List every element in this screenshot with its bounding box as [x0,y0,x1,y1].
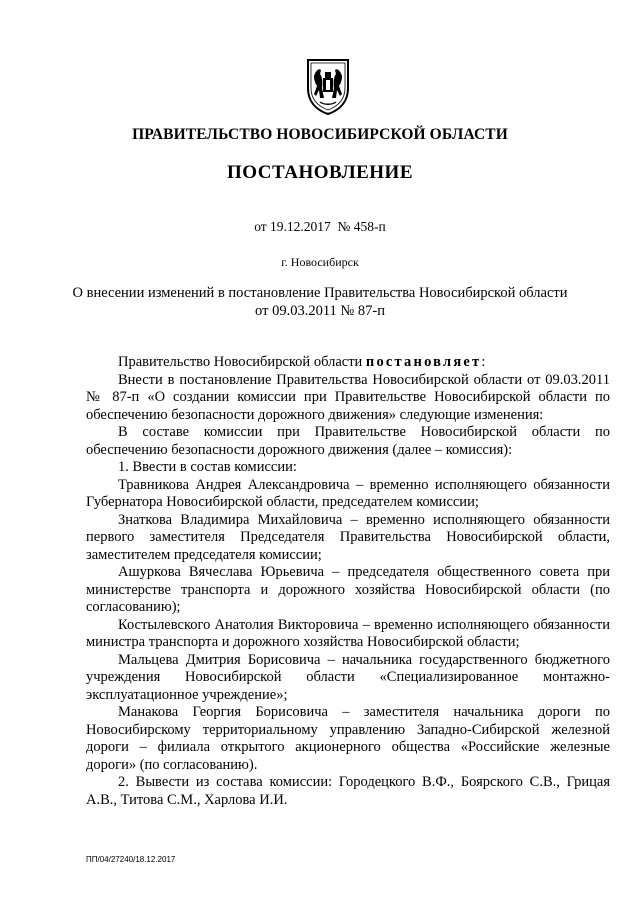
member-maltsev: Мальцева Дмитрия Борисовича – начальника государственного бюджетного учреждения Новосибирской области «Специализированное монтажно-эксплуатационное учреждение»; [86,651,610,703]
document-type-title: ПОСТАНОВЛЕНИЕ [226,162,414,183]
subject-line-1: О внесении изменений в постановление Правительства Новосибирской области [72,285,568,301]
intro-suffix: : [481,354,486,370]
intro-prefix: Правительство Новосибирской области [118,354,366,370]
subject-line-2: от 09.03.2011 № 87-п [255,302,385,319]
intro-paragraph [86,354,610,372]
member-kostylevsky: Костылевского Анатолия Викторовича – временно исполняющего обязанности министра транспорта и дорожного хозяйства Новосибирской области; [86,616,610,650]
intro-resolves: постановляет [365,354,482,370]
paragraph-amend: Внести в постановление Правительства Новосибирской области от 09.03.2011 № 87-п «О создании комиссии при Правительстве Новосибирской области по обеспечению безопасности дорожного движения» следующие изменения: [86,371,610,423]
member-znatkov: Знаткова Владимира Михайловича – временно исполняющего обязанности первого заместителя Председателя Правительства Новосибирской области, заместителем председателя комиссии; [86,511,610,563]
coat-of-arms-emblem [306,58,350,116]
document-subject [60,285,580,320]
document-body [86,354,610,809]
date-number-line: от 19.12.2017 № 458-п [254,219,386,234]
member-manakov: Манакова Георгия Борисовича – заместителя начальника дороги по Новосибирскому территориальному управлению Западно-Сибирской железной дороги – филиала открытого акционерного общества «Российские железные дороги» (по согласованию). [86,704,610,773]
city-line: г. Новосибирск [281,255,359,269]
member-ashurkov: Ашуркова Вячеслава Юрьевича – председателя общественного совета при министерстве транспорта и дорожного хозяйства Новосибирской области (по согласованию); [86,564,610,615]
organization-title: ПРАВИТЕЛЬСТВО НОВОСИБИРСКОЙ ОБЛАСТИ [132,126,508,143]
paragraph-item-1: 1. Ввести в состав комиссии: [118,459,297,475]
document-code-footer: ПП/04/27240/18.12.2017 [86,855,176,864]
member-travnikov: Травникова Андрея Александровича – временно исполняющего обязанности Губернатора Новосибирской области, председателем комиссии; [86,476,610,510]
paragraph-item-2: 2. Вывести из состава комиссии: Городецкого В.Ф., Боярского С.В., Грицая А.В., Титова С.М., Харлова И.И. [86,774,610,808]
paragraph-commission: В составе комиссии при Правительстве Новосибирской области по обеспечению безопасности дорожного движения (далее – комиссия): [86,424,610,458]
